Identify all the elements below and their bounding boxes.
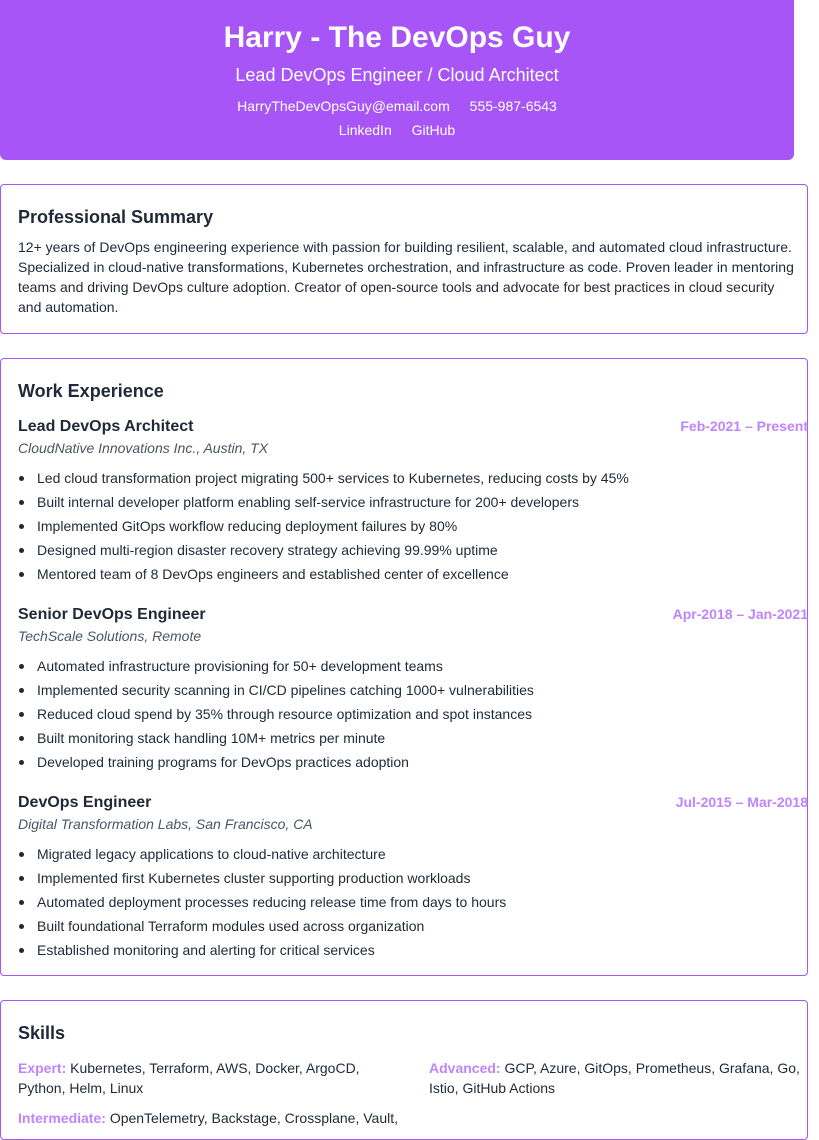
job-bullets [18,654,534,774]
job-title: Lead DevOps Architect [18,418,194,435]
skill-list: OpenTelemetry, Backstage, Crossplane, Vault, [109,1110,398,1126]
skill-level-label: Intermediate: [18,1110,106,1126]
job-entry [18,416,808,586]
skill-list: Istio, GitHub Actions [429,1080,556,1096]
skills-section [0,1000,808,1140]
summary-line: 12+ years of DevOps engineering experience with passion for building resilient, scalable, and automated cloud infrastructure. [18,239,792,255]
skill-list: GCP, Azure, GitOps, Prometheus, Grafana, Go, [504,1060,800,1076]
job-bullet: Mentored team of 8 DevOps engineers and established center of excellence [18,562,629,586]
job-company: Digital Transformation Labs, San Francisco, CA [18,816,313,832]
github-link[interactable]: GitHub [411,122,456,138]
summary-text [18,237,818,317]
job-bullet: Built internal developer platform enabling self-service infrastructure for 200+ developers [18,490,629,514]
summary-title: Professional Summary [18,207,214,227]
skill-group-expert [18,1058,408,1098]
profile-links [0,120,794,140]
job-company: TechScale Solutions, Remote [18,628,202,644]
job-bullet: Developed training programs for DevOps practices adoption [18,750,534,774]
job-bullets [18,842,506,962]
job-bullet: Led cloud transformation project migrating 500+ services to Kubernetes, reducing costs by 45% [18,466,629,490]
resume-header [0,0,794,160]
job-bullet: Implemented security scanning in CI/CD pipelines catching 1000+ vulnerabilities [18,678,534,702]
job-bullet: Reduced cloud spend by 35% through resource optimization and spot instances [18,702,534,726]
skills-title: Skills [18,1023,66,1043]
work-experience-section [0,358,808,976]
job-dates: Jul-2015 – Mar-2018 [675,794,808,810]
job-bullet: Built foundational Terraform modules used across organization [18,914,506,938]
summary-line: and automation. [18,299,119,315]
job-entry [18,604,808,774]
job-entry [18,792,808,962]
job-bullet: Automated infrastructure provisioning for 50+ development teams [18,654,534,678]
summary-line: teams and driving DevOps culture adoption. Creator of open-source tools and advocate for best practices in cloud security [18,279,775,295]
job-bullet: Established monitoring and alerting for critical services [18,938,506,962]
job-bullet: Implemented first Kubernetes cluster supporting production workloads [18,866,506,890]
skill-list: Python, Helm, Linux [18,1080,144,1096]
job-bullet: Built monitoring stack handling 10M+ metrics per minute [18,726,534,750]
job-title: Senior DevOps Engineer [18,606,206,623]
skill-level-label: Expert: [18,1060,67,1076]
candidate-role: Lead DevOps Engineer / Cloud Architect [235,65,559,85]
summary-section [0,184,808,334]
work-experience-title: Work Experience [18,381,164,401]
candidate-name: Harry - The DevOps Guy [223,21,571,54]
skill-list: Kubernetes, Terraform, AWS, Docker, ArgoCD, [70,1060,360,1076]
job-company: CloudNative Innovations Inc., Austin, TX [18,440,269,456]
skill-group-intermediate [18,1108,408,1128]
job-bullets [18,466,629,586]
linkedin-link[interactable]: LinkedIn [338,122,392,138]
summary-line: Specialized in cloud-native transformations, Kubernetes orchestration, and infrastructure as code. Proven leader in mentoring [18,259,794,275]
job-dates: Feb-2021 – Present [680,418,808,434]
job-bullet: Implemented GitOps workflow reducing deployment failures by 80% [18,514,629,538]
email-link[interactable]: HarryTheDevOpsGuy@email.com [237,98,450,114]
job-bullet: Automated deployment processes reducing release time from days to hours [18,890,506,914]
job-title: DevOps Engineer [18,794,152,811]
skill-group-advanced [429,1058,819,1098]
job-bullet: Designed multi-region disaster recovery strategy achieving 99.99% uptime [18,538,629,562]
contact-info [0,96,794,116]
phone-number: 555-987-6543 [469,98,557,114]
skill-level-label: Advanced: [429,1060,501,1076]
job-bullet: Migrated legacy applications to cloud-native architecture [18,842,506,866]
job-dates: Apr-2018 – Jan-2021 [672,606,808,622]
